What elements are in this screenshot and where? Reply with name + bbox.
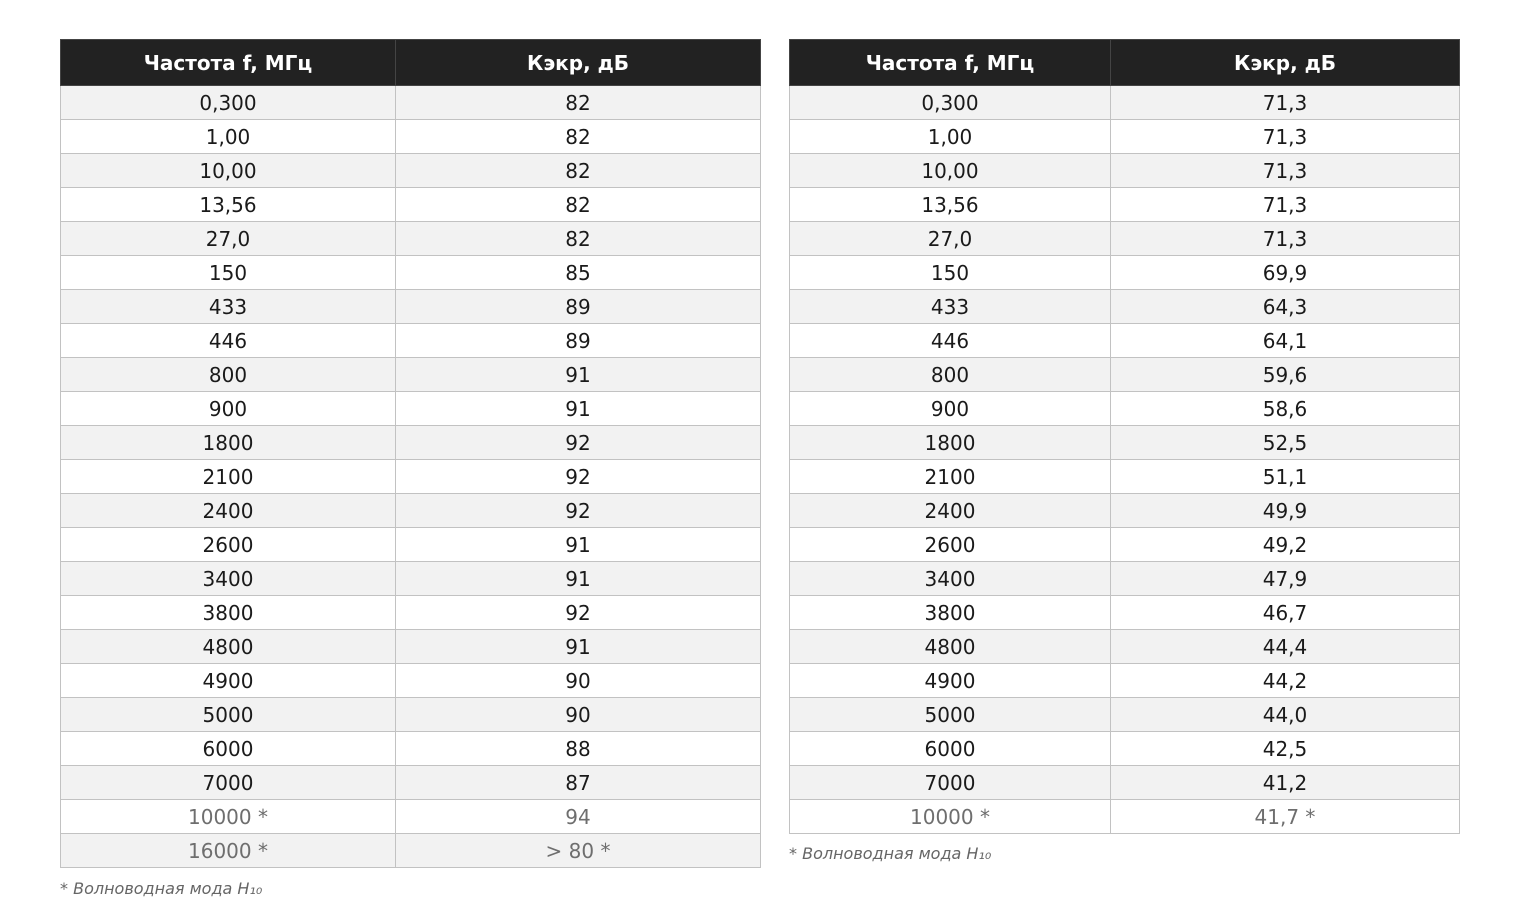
attenuation-cell: 85: [396, 256, 761, 290]
frequency-cell: 3800: [790, 596, 1111, 630]
attenuation-cell: 42,5: [1111, 732, 1460, 766]
table-row: [61, 324, 761, 358]
attenuation-cell: 82: [396, 120, 761, 154]
attenuation-cell: 91: [396, 528, 761, 562]
frequency-cell: 7000: [790, 766, 1111, 800]
frequency-cell: 13,56: [790, 188, 1111, 222]
table-row: [790, 256, 1460, 290]
frequency-cell: 800: [61, 358, 396, 392]
frequency-cell: 10,00: [790, 154, 1111, 188]
frequency-cell: 7000: [61, 766, 396, 800]
table-row: [61, 766, 761, 800]
table-row: [61, 460, 761, 494]
attenuation-cell: 44,0: [1111, 698, 1460, 732]
frequency-cell: 5000: [61, 698, 396, 732]
frequency-cell: 27,0: [61, 222, 396, 256]
table-row: [61, 358, 761, 392]
frequency-cell: 1800: [790, 426, 1111, 460]
frequency-cell: 900: [790, 392, 1111, 426]
table-row: [61, 494, 761, 528]
table-row: [790, 630, 1460, 664]
table-row: [61, 732, 761, 766]
attenuation-cell: 92: [396, 460, 761, 494]
frequency-cell: 433: [790, 290, 1111, 324]
table-row: [61, 528, 761, 562]
table-row: [790, 426, 1460, 460]
table-header-row: [790, 40, 1460, 86]
table-row: [61, 120, 761, 154]
frequency-cell: 0,300: [61, 86, 396, 120]
table-row: [61, 392, 761, 426]
attenuation-cell: > 80 *: [396, 834, 761, 868]
frequency-cell: 433: [61, 290, 396, 324]
attenuation-cell: 82: [396, 86, 761, 120]
table-row: [61, 630, 761, 664]
attenuation-cell: 51,1: [1111, 460, 1460, 494]
frequency-cell: 2100: [61, 460, 396, 494]
table-row: [61, 86, 761, 120]
frequency-cell: 10000 *: [790, 800, 1111, 834]
frequency-cell: 10000 *: [61, 800, 396, 834]
header-frequency: Частота f, МГц: [790, 40, 1111, 86]
attenuation-cell: 88: [396, 732, 761, 766]
frequency-cell: 3400: [790, 562, 1111, 596]
frequency-cell: 4900: [790, 664, 1111, 698]
left-footnote: * Волноводная мода H₁₀: [60, 879, 263, 898]
table-row: [61, 562, 761, 596]
attenuation-cell: 89: [396, 324, 761, 358]
table-row: [790, 358, 1460, 392]
table-row: [790, 800, 1460, 834]
attenuation-cell: 71,3: [1111, 120, 1460, 154]
frequency-cell: 900: [61, 392, 396, 426]
attenuation-cell: 92: [396, 494, 761, 528]
frequency-cell: 2600: [790, 528, 1111, 562]
attenuation-cell: 82: [396, 188, 761, 222]
table-row: [790, 86, 1460, 120]
attenuation-cell: 91: [396, 630, 761, 664]
frequency-cell: 4900: [61, 664, 396, 698]
table-row: [790, 766, 1460, 800]
frequency-cell: 446: [790, 324, 1111, 358]
attenuation-cell: 64,1: [1111, 324, 1460, 358]
header-attenuation: Кэкр, дБ: [396, 40, 761, 86]
right-attenuation-table: [789, 39, 1460, 834]
attenuation-cell: 49,9: [1111, 494, 1460, 528]
attenuation-cell: 91: [396, 392, 761, 426]
frequency-cell: 27,0: [790, 222, 1111, 256]
right-footnote: * Волноводная мода H₁₀: [789, 844, 992, 863]
attenuation-cell: 92: [396, 426, 761, 460]
attenuation-cell: 71,3: [1111, 86, 1460, 120]
header-frequency: Частота f, МГц: [61, 40, 396, 86]
attenuation-cell: 47,9: [1111, 562, 1460, 596]
frequency-cell: 10,00: [61, 154, 396, 188]
left-table-body: [61, 86, 761, 868]
attenuation-cell: 91: [396, 562, 761, 596]
attenuation-cell: 41,2: [1111, 766, 1460, 800]
table-row: [790, 222, 1460, 256]
table-row: [790, 154, 1460, 188]
attenuation-cell: 44,4: [1111, 630, 1460, 664]
frequency-cell: 5000: [790, 698, 1111, 732]
table-row: [790, 664, 1460, 698]
table-row: [61, 698, 761, 732]
frequency-cell: 13,56: [61, 188, 396, 222]
right-table-container: [789, 39, 1459, 834]
attenuation-cell: 90: [396, 698, 761, 732]
table-row: [790, 698, 1460, 732]
frequency-cell: 446: [61, 324, 396, 358]
attenuation-cell: 82: [396, 222, 761, 256]
attenuation-cell: 92: [396, 596, 761, 630]
frequency-cell: 2600: [61, 528, 396, 562]
attenuation-cell: 71,3: [1111, 222, 1460, 256]
left-table-container: [60, 39, 760, 868]
table-row: [61, 596, 761, 630]
frequency-cell: 150: [790, 256, 1111, 290]
header-attenuation: Кэкр, дБ: [1111, 40, 1460, 86]
frequency-cell: 1,00: [790, 120, 1111, 154]
frequency-cell: 0,300: [790, 86, 1111, 120]
table-row: [61, 256, 761, 290]
table-row: [61, 188, 761, 222]
frequency-cell: 2400: [61, 494, 396, 528]
table-row: [790, 596, 1460, 630]
frequency-cell: 800: [790, 358, 1111, 392]
table-row: [61, 154, 761, 188]
table-row: [61, 834, 761, 868]
left-attenuation-table: [60, 39, 761, 868]
attenuation-cell: 58,6: [1111, 392, 1460, 426]
frequency-cell: 2100: [790, 460, 1111, 494]
table-header-row: [61, 40, 761, 86]
table-row: [790, 290, 1460, 324]
table-row: [61, 290, 761, 324]
table-row: [790, 324, 1460, 358]
attenuation-cell: 89: [396, 290, 761, 324]
table-row: [790, 392, 1460, 426]
right-table-body: [790, 86, 1460, 834]
table-row: [790, 460, 1460, 494]
frequency-cell: 4800: [61, 630, 396, 664]
frequency-cell: 6000: [61, 732, 396, 766]
frequency-cell: 3400: [61, 562, 396, 596]
table-row: [61, 426, 761, 460]
frequency-cell: 1800: [61, 426, 396, 460]
attenuation-cell: 44,2: [1111, 664, 1460, 698]
attenuation-cell: 52,5: [1111, 426, 1460, 460]
attenuation-cell: 91: [396, 358, 761, 392]
frequency-cell: 1,00: [61, 120, 396, 154]
attenuation-cell: 71,3: [1111, 188, 1460, 222]
table-row: [790, 494, 1460, 528]
table-row: [790, 732, 1460, 766]
frequency-cell: 16000 *: [61, 834, 396, 868]
attenuation-cell: 87: [396, 766, 761, 800]
attenuation-cell: 71,3: [1111, 154, 1460, 188]
table-row: [790, 120, 1460, 154]
table-row: [61, 222, 761, 256]
table-row: [61, 800, 761, 834]
frequency-cell: 4800: [790, 630, 1111, 664]
frequency-cell: 3800: [61, 596, 396, 630]
frequency-cell: 6000: [790, 732, 1111, 766]
attenuation-cell: 82: [396, 154, 761, 188]
attenuation-cell: 59,6: [1111, 358, 1460, 392]
attenuation-cell: 90: [396, 664, 761, 698]
attenuation-cell: 64,3: [1111, 290, 1460, 324]
attenuation-cell: 41,7 *: [1111, 800, 1460, 834]
table-row: [61, 664, 761, 698]
table-row: [790, 528, 1460, 562]
attenuation-cell: 94: [396, 800, 761, 834]
attenuation-cell: 69,9: [1111, 256, 1460, 290]
frequency-cell: 2400: [790, 494, 1111, 528]
attenuation-cell: 49,2: [1111, 528, 1460, 562]
table-row: [790, 562, 1460, 596]
frequency-cell: 150: [61, 256, 396, 290]
table-row: [790, 188, 1460, 222]
attenuation-cell: 46,7: [1111, 596, 1460, 630]
